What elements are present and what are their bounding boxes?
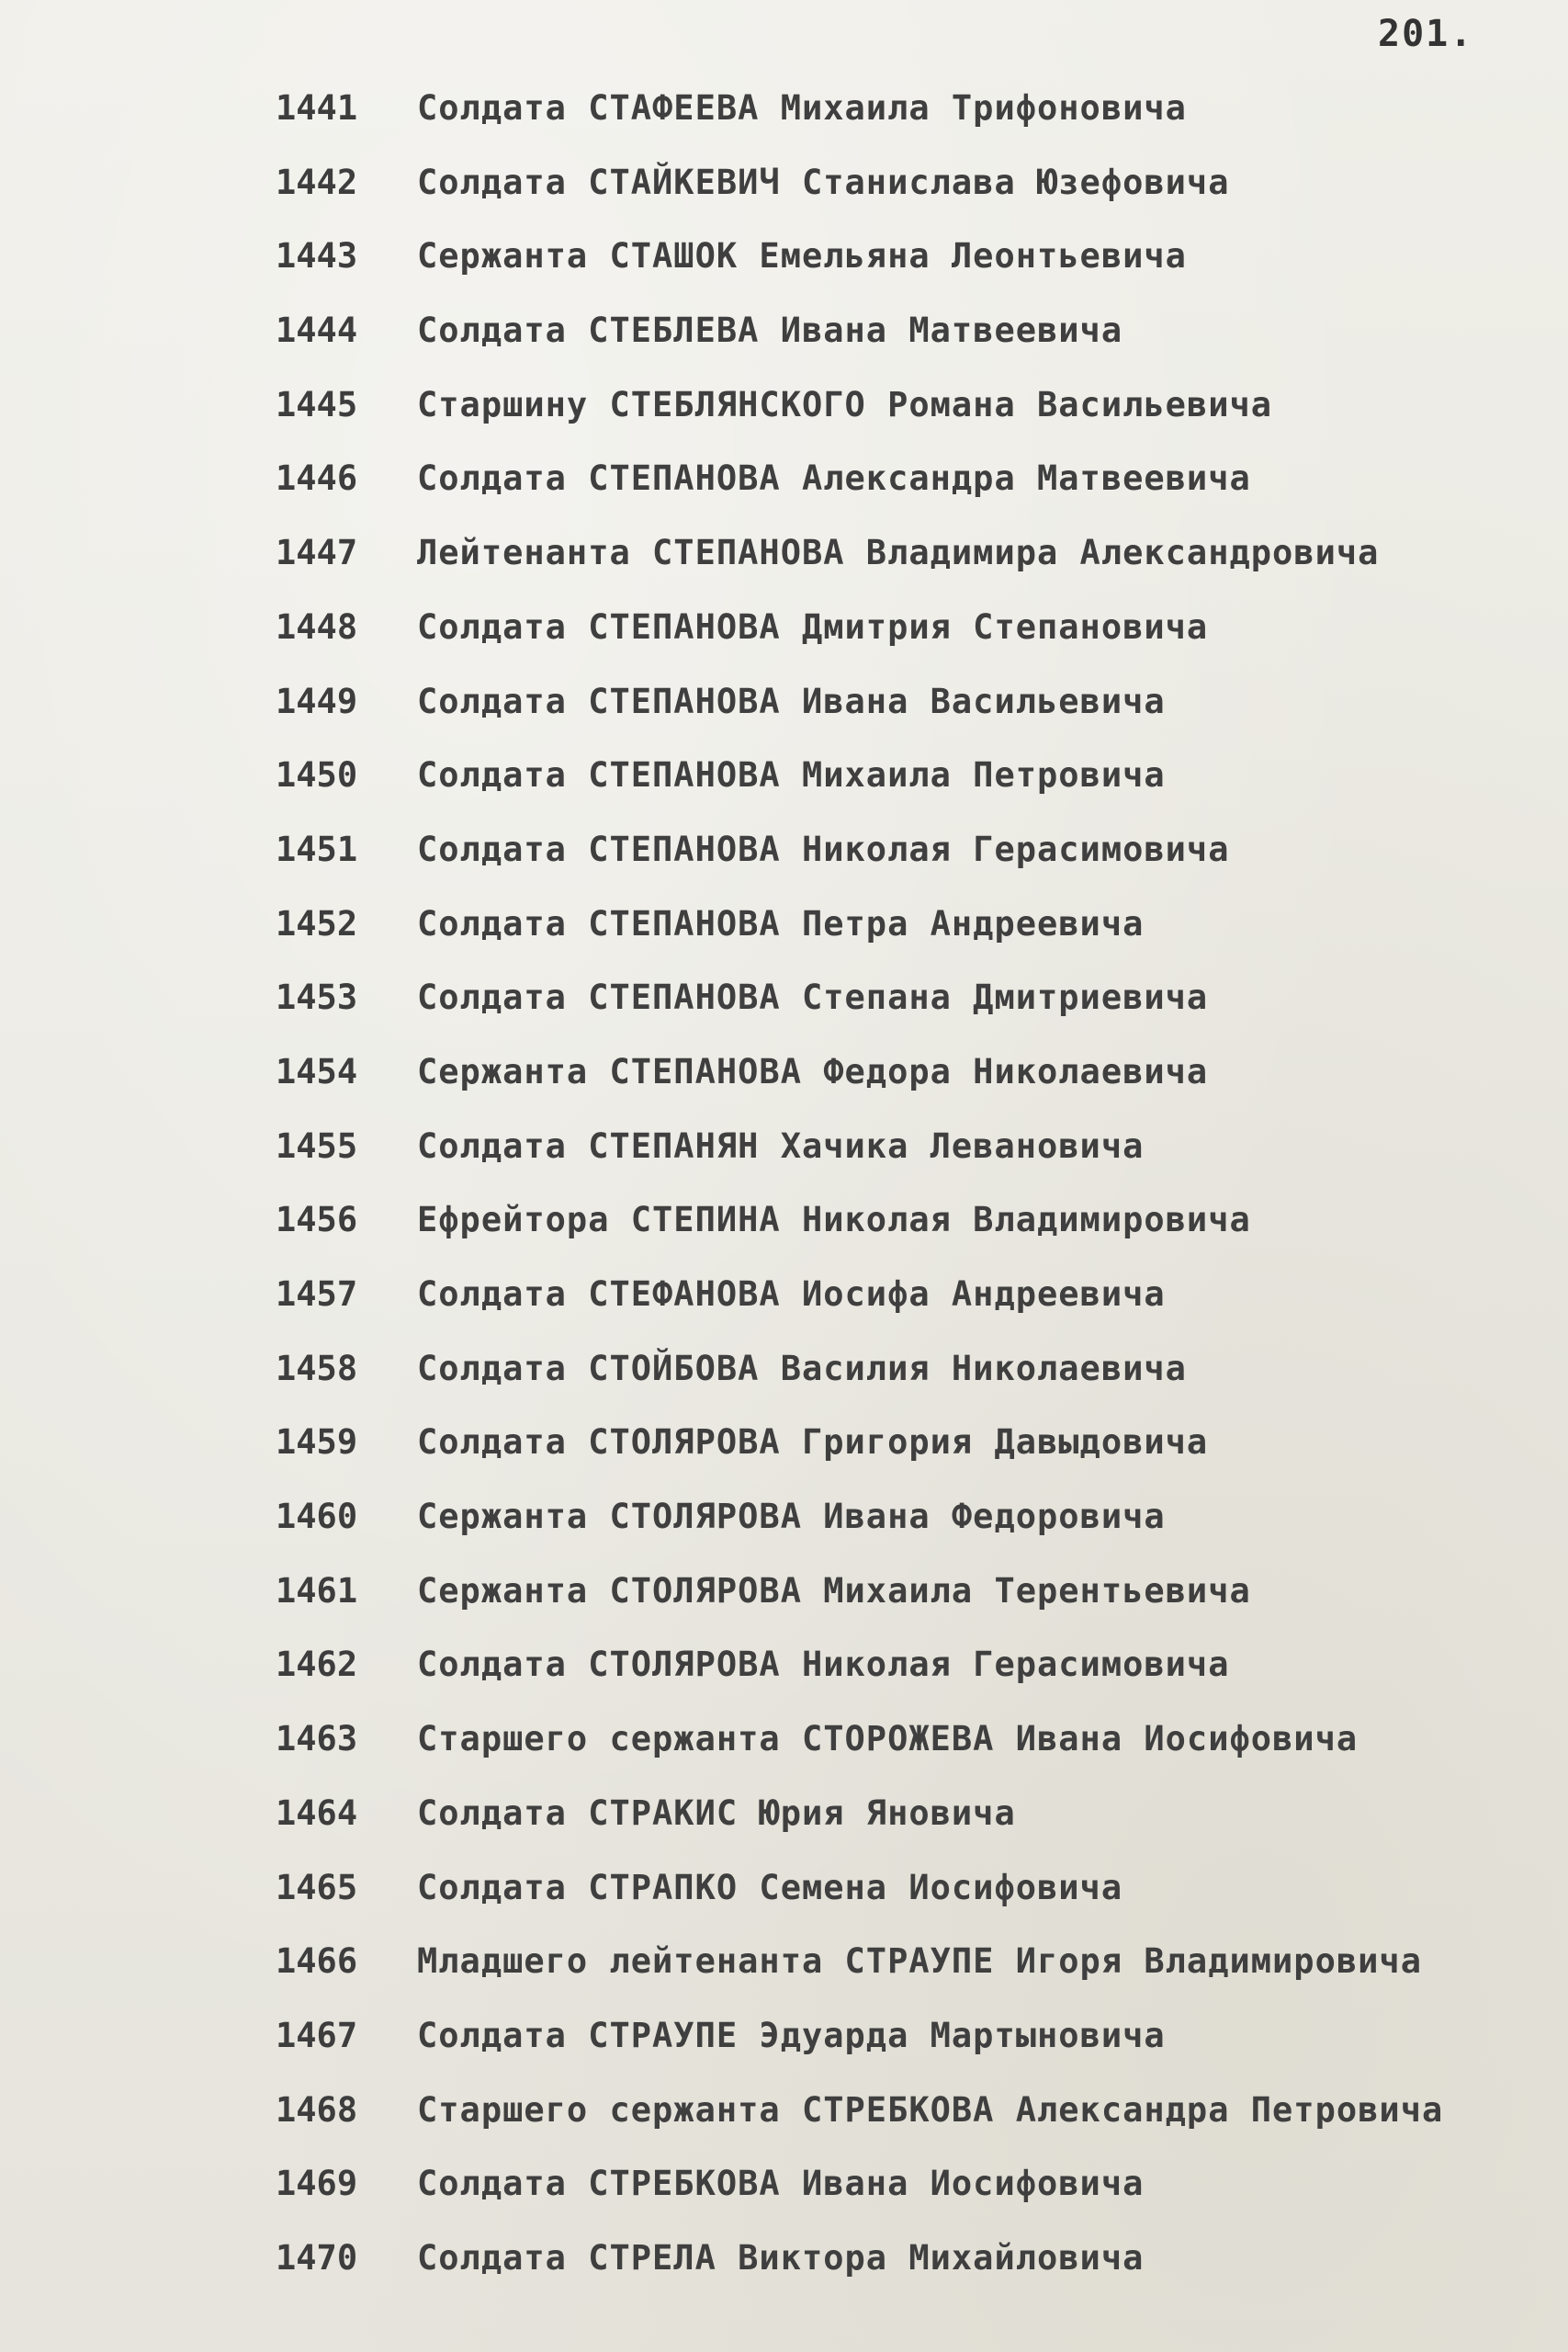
list-item: [276, 1637, 1543, 1712]
entry-text: Ефрейтора СТЕПИНА Николая Владимировича: [417, 1200, 1251, 1240]
list-item: [276, 2231, 1543, 2305]
page-number: 201.: [1378, 13, 1474, 55]
entry-text: Сержанта СТАШОК Емельяна Леонтьевича: [417, 236, 1187, 277]
list-item: [276, 451, 1543, 526]
entry-number: 1457: [276, 1274, 358, 1314]
entry-number: 1460: [276, 1497, 358, 1537]
list-item: [276, 822, 1543, 897]
entry-number: 1441: [276, 88, 358, 128]
entry-text: Старшину СТЕБЛЯНСКОГО Романа Васильевича: [417, 384, 1273, 424]
entry-text: Солдата СТРЕБКОВА Ивана Иосифовича: [417, 2164, 1145, 2204]
entry-text: Солдата СТОЛЯРОВА Николая Герасимовича: [417, 1645, 1230, 1685]
entry-number: 1467: [276, 2015, 358, 2055]
entry-text: Солдата СТРАПКО Семена Иосифовича: [417, 1867, 1123, 1907]
entry-text: Солдата СТЕПАНОВА Николая Герасимовича: [417, 829, 1230, 869]
entry-text: Солдата СТЕПАНОВА Александра Матвеевича: [417, 458, 1251, 499]
entry-text: Солдата СТЕПАНОВА Михаила Петровича: [417, 755, 1166, 796]
entry-text: Солдата СТЕПАНОВА Петра Андреевича: [417, 903, 1145, 944]
entry-number: 1464: [276, 1792, 358, 1833]
entry-text: Сержанта СТЕПАНОВА Федора Николаевича: [417, 1051, 1209, 1091]
entry-number: 1449: [276, 681, 358, 721]
entry-number: 1447: [276, 533, 358, 573]
entry-number: 1463: [276, 1719, 358, 1759]
entry-text: Солдата СТЕПАНОВА Степана Дмитриевича: [417, 978, 1209, 1018]
entry-text: Солдата СТЕПАНОВА Ивана Васильевича: [417, 681, 1166, 721]
entry-text: Сержанта СТОЛЯРОВА Михаила Терентьевича: [417, 1570, 1251, 1611]
list-item: [276, 303, 1543, 378]
list-item: [276, 1267, 1543, 1341]
entry-number: 1465: [276, 1867, 358, 1907]
list-item: [276, 1193, 1543, 1267]
list-item: [276, 1786, 1543, 1860]
list-item: [276, 1415, 1543, 1489]
entry-text: Солдата СТЕПАНЯН Хачика Левановича: [417, 1125, 1145, 1166]
list-item: [276, 1712, 1543, 1786]
entry-text: Солдата СТАЙКЕВИЧ Станислава Юзефовича: [417, 162, 1230, 202]
entry-number: 1445: [276, 384, 358, 424]
entry-number: 1444: [276, 311, 358, 351]
list-item: [276, 229, 1543, 303]
list-item: [276, 897, 1543, 971]
entry-number: 1443: [276, 236, 358, 277]
list-item: [276, 1119, 1543, 1193]
list-item: [276, 81, 1543, 155]
list-item: [276, 1341, 1543, 1416]
list-item: [276, 155, 1543, 230]
list-item: [276, 1564, 1543, 1638]
entry-number: 1454: [276, 1051, 358, 1091]
list-item: [276, 600, 1543, 674]
entry-text: Солдата СТРАУПЕ Эдуарда Мартыновича: [417, 2015, 1166, 2055]
list-item: [276, 748, 1543, 822]
entry-number: 1442: [276, 162, 358, 202]
entry-number: 1451: [276, 829, 358, 869]
entry-text: Старшего сержанта СТОРОЖЕВА Ивана Иосифовича: [417, 1719, 1359, 1759]
list-item: [276, 1860, 1543, 1935]
list-item: [276, 970, 1543, 1045]
entry-number: 1469: [276, 2164, 358, 2204]
entry-number: 1461: [276, 1570, 358, 1611]
entry-number: 1456: [276, 1200, 358, 1240]
entry-text: Солдата СТРАКИС Юрия Яновича: [417, 1792, 1016, 1833]
entry-number: 1459: [276, 1422, 358, 1463]
entry-text: Солдата СТЕФАНОВА Иосифа Андреевича: [417, 1274, 1166, 1314]
entry-number: 1446: [276, 458, 358, 499]
list-item: [276, 2008, 1543, 2083]
entry-text: Лейтенанта СТЕПАНОВА Владимира Александровича: [417, 533, 1380, 573]
list-item: [276, 2156, 1543, 2231]
entry-number: 1466: [276, 1941, 358, 1982]
list-item: [276, 1489, 1543, 1564]
entry-text: Солдата СТОЙБОВА Василия Николаевича: [417, 1348, 1187, 1388]
entry-number: 1470: [276, 2237, 358, 2278]
entry-number: 1458: [276, 1348, 358, 1388]
entry-number: 1462: [276, 1645, 358, 1685]
entry-text: Солдата СТРЕЛА Виктора Михайловича: [417, 2237, 1145, 2278]
entry-text: Солдата СТОЛЯРОВА Григория Давыдовича: [417, 1422, 1209, 1463]
entry-text: Солдата СТАФЕЕВА Михаила Трифоновича: [417, 88, 1187, 128]
award-list: [276, 81, 1543, 2305]
entry-number: 1450: [276, 755, 358, 796]
entry-text: Старшего сержанта СТРЕБКОВА Александра Петровича: [417, 2089, 1444, 2130]
list-item: [276, 378, 1543, 452]
list-item: [276, 1934, 1543, 2008]
entry-number: 1468: [276, 2089, 358, 2130]
list-item: [276, 526, 1543, 600]
entry-text: Младшего лейтенанта СТРАУПЕ Игоря Владимировича: [417, 1941, 1422, 1982]
list-item: [276, 1045, 1543, 1119]
entry-text: Солдата СТЕБЛЕВА Ивана Матвеевича: [417, 311, 1123, 351]
entry-text: Сержанта СТОЛЯРОВА Ивана Федоровича: [417, 1497, 1166, 1537]
entry-number: 1455: [276, 1125, 358, 1166]
entry-text: Солдата СТЕПАНОВА Дмитрия Степановича: [417, 606, 1209, 647]
entry-number: 1448: [276, 606, 358, 647]
entry-number: 1453: [276, 978, 358, 1018]
list-item: [276, 674, 1543, 749]
entry-number: 1452: [276, 903, 358, 944]
list-item: [276, 2083, 1543, 2157]
